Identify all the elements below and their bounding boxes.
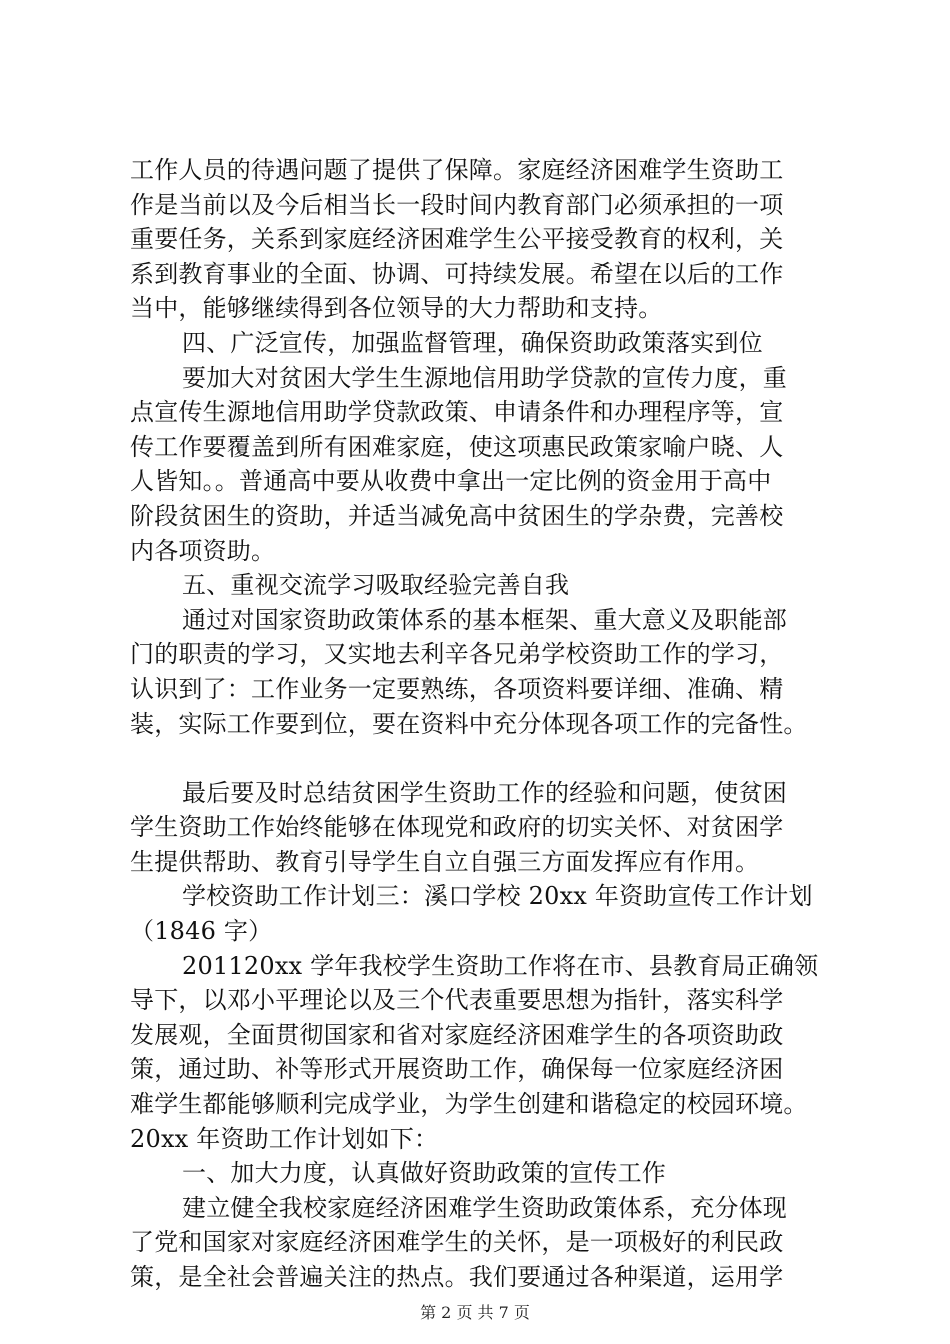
text-line: 五、重视交流学习吸取经验完善自我	[182, 571, 570, 600]
text-line: 20xx 年资助工作计划如下：	[130, 1124, 439, 1153]
text-line: 当中，能够继续得到各位领导的大力帮助和支持。	[130, 294, 663, 323]
document-body	[130, 153, 850, 1295]
text-line: 建立健全我校家庭经济困难学生资助政策体系，充分体现	[182, 1193, 787, 1222]
text-line: 导下，以邓小平理论以及三个代表重要思想为指针，落实科学	[130, 986, 784, 1015]
text-line: 内各项资助。	[130, 536, 276, 565]
text-line: （1846 字）	[130, 917, 273, 946]
text-line: 201120xx 学年我校学生资助工作将在市、县教育局正确领	[182, 951, 819, 980]
text-line: 重要任务，关系到家庭经济困难学生公平接受教育的权利，关	[130, 225, 784, 254]
text-line: 装，实际工作要到位，要在资料中充分体现各项工作的完备性。	[130, 709, 808, 738]
page-footer: 第 2 页 共 7 页	[420, 1303, 530, 1322]
text-line: 系到教育事业的全面、协调、可持续发展。希望在以后的工作	[130, 259, 784, 288]
blank-line	[130, 741, 850, 776]
text-line: 阶段贫困生的资助，并适当减免高中贫困生的学杂费，完善校	[130, 501, 784, 530]
text-line: 四、广泛宣传，加强监督管理，确保资助政策落实到位	[182, 328, 763, 357]
text-line: 认识到了：工作业务一定要熟练，各项资料要详细、准确、精	[130, 674, 784, 703]
text-line: 一、加大力度，认真做好资助政策的宣传工作	[182, 1159, 666, 1188]
text-line: 发展观，全面贯彻国家和省对家庭经济困难学生的各项资助政	[130, 1020, 784, 1049]
text-line: 策，通过助、补等形式开展资助工作，确保每一位家庭经济困	[130, 1055, 784, 1084]
text-line: 学校资助工作计划三：溪口学校 20xx 年资助宣传工作计划	[182, 882, 813, 911]
text-line: 作是当前以及今后相当长一段时间内教育部门必须承担的一项	[130, 190, 784, 219]
text-line: 人皆知。。普通高中要从收费中拿出一定比例的资金用于高中	[130, 467, 772, 496]
text-line: 工作人员的待遇问题了提供了保障。家庭经济困难学生资助工	[130, 156, 784, 184]
text-line: 最后要及时总结贫困学生资助工作的经验和问题，使贫困	[182, 778, 787, 807]
text-line: 难学生都能够顺利完成学业，为学生创建和谐稳定的校园环境。	[130, 1090, 808, 1119]
text-line: 通过对国家资助政策体系的基本框架、重大意义及职能部	[182, 605, 787, 634]
text-line: 学生资助工作始终能够在体现党和政府的切实关怀、对贫困学	[130, 813, 784, 842]
text-line: 点宣传生源地信用助学贷款政策、申请条件和办理程序等，宣	[130, 398, 784, 427]
text-line: 传工作要覆盖到所有困难家庭，使这项惠民政策家喻户晓、人	[130, 432, 784, 461]
text-line: 门的职责的学习，又实地去利辛各兄弟学校资助工作的学习，	[130, 640, 784, 669]
text-line: 策，是全社会普遍关注的热点。我们要通过各种渠道，运用学	[130, 1263, 784, 1291]
text-line: 了党和国家对家庭经济困难学生的关怀，是一项极好的利民政	[130, 1228, 784, 1257]
text-line: 生提供帮助、教育引导学生自立自强三方面发挥应有作用。	[130, 847, 760, 876]
text-line: 要加大对贫困大学生生源地信用助学贷款的宣传力度，重	[182, 363, 787, 392]
